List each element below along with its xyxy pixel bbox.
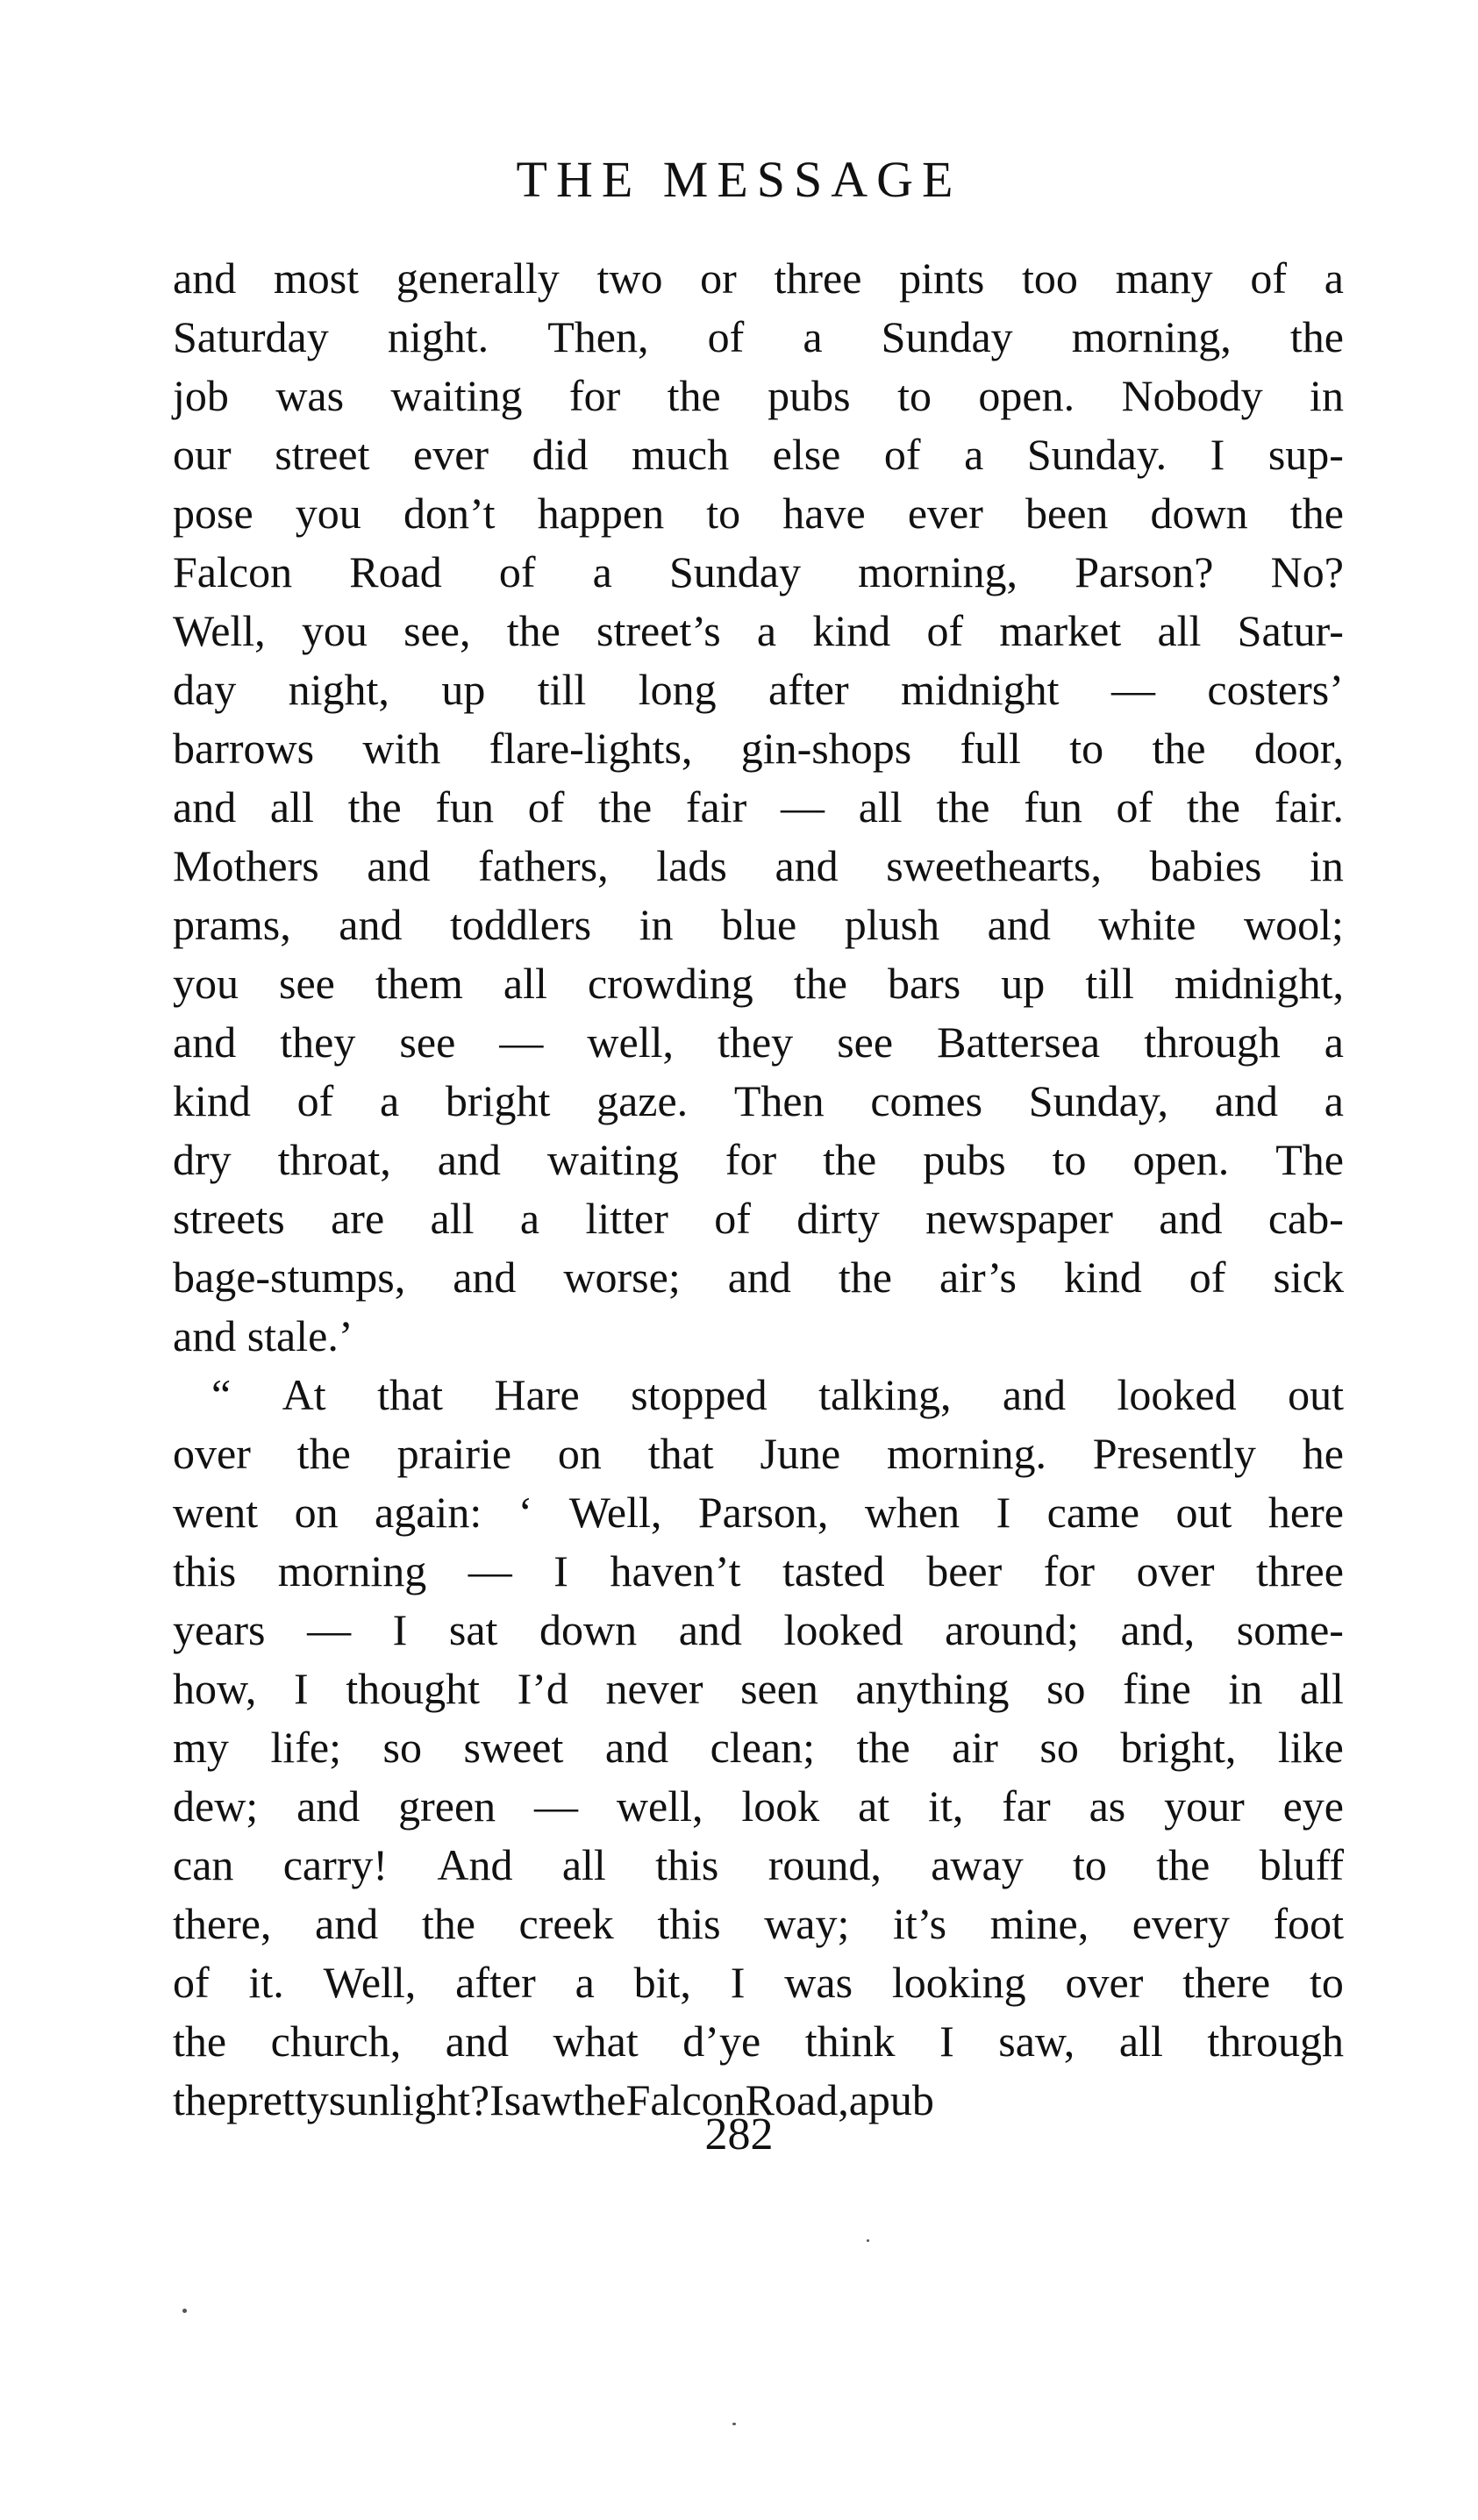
text-line: and all the fun of the fair — all the fun of the fair. xyxy=(173,782,1344,832)
text-line: can carry! And all this round, away to the bluff xyxy=(173,1840,1344,1889)
text-line: you see them all crowding the bars up till midnight, xyxy=(173,959,1344,1008)
scan-speck xyxy=(867,2239,869,2242)
text-line: Falcon Road of a Sunday morning, Parson? No? xyxy=(173,547,1344,596)
text-line: barrows with flare-lights, gin-shops full to the door, xyxy=(173,724,1344,773)
body-text xyxy=(173,249,1344,2130)
text-line: and stale.’ xyxy=(173,1311,353,1360)
text-line: Well, you see, the street’s a kind of market all Satur- xyxy=(173,606,1344,655)
text-line: and most generally two or three pints too many of a xyxy=(173,253,1344,303)
scan-speck xyxy=(182,2309,187,2313)
text-line: dew; and green — well, look at it, far as your eye xyxy=(173,1781,1344,1831)
text-line: of it. Well, after a bit, I was looking over there to xyxy=(173,1958,1344,2007)
text-line: day night, up till long after midnight — costers’ xyxy=(173,665,1344,714)
text-line: over the prairie on that June morning. Presently he xyxy=(173,1429,1344,1478)
text-line: there, and the creek this way; it’s mine, every foot xyxy=(173,1899,1344,1948)
text-line: Mothers and fathers, lads and sweethearts, babies in xyxy=(173,841,1344,890)
text-line: dry throat, and waiting for the pubs to open. The xyxy=(173,1135,1344,1184)
page-number: 282 xyxy=(704,2110,774,2159)
text-line: how, I thought I’d never seen anything so fine in all xyxy=(173,1664,1344,1713)
text-line: the pretty sunlight? I saw the Falcon Road, a pub xyxy=(173,2075,934,2124)
text-line: this morning — I haven’t tasted beer for over three xyxy=(173,1546,1344,1596)
text-line: the church, and what d’ye think I saw, all through xyxy=(173,2017,1344,2066)
text-line: kind of a bright gaze. Then comes Sunday, and a xyxy=(173,1076,1344,1125)
text-line: pose you don’t happen to have ever been down the xyxy=(173,489,1344,538)
text-line: years — I sat down and looked around; and, some- xyxy=(173,1605,1344,1654)
text-line: my life; so sweet and clean; the air so bright, like xyxy=(173,1723,1344,1772)
text-line: went on again: ‘ Well, Parson, when I came out here xyxy=(173,1488,1344,1537)
text-line: prams, and toddlers in blue plush and white wool; xyxy=(173,900,1344,949)
text-line: bage-stumps, and worse; and the air’s kind of sick xyxy=(173,1253,1344,1302)
text-line: our street ever did much else of a Sunday. I sup- xyxy=(173,430,1344,479)
text-line: streets are all a litter of dirty newspaper and cab- xyxy=(173,1194,1344,1243)
running-head: THE MESSAGE xyxy=(516,151,962,208)
text-line: and they see — well, they see Battersea through a xyxy=(173,1017,1344,1067)
text-line: job was waiting for the pubs to open. Nobody in xyxy=(173,371,1344,420)
scan-speck xyxy=(732,2423,736,2425)
text-line: “ At that Hare stopped talking, and looked out xyxy=(211,1370,1344,1419)
text-line: Saturday night. Then, of a Sunday morning, the xyxy=(173,312,1344,361)
